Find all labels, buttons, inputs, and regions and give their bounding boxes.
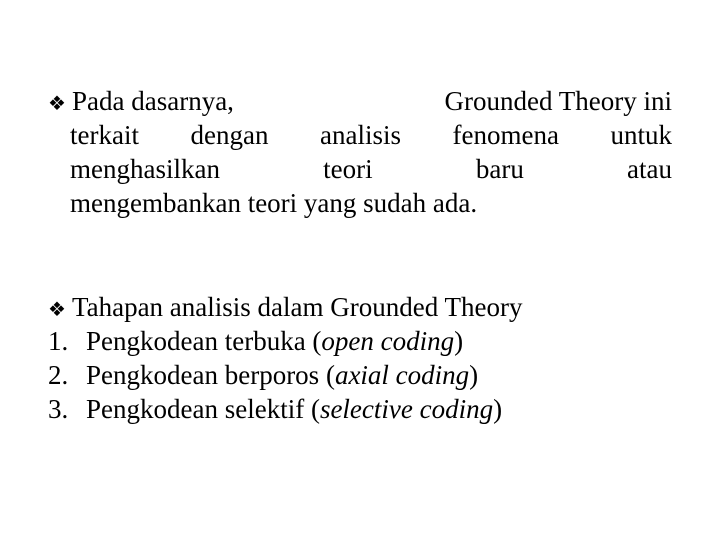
paragraph-grounded-theory xyxy=(48,84,672,220)
line-1-left: Pada dasarnya, xyxy=(72,86,234,116)
list-item-text: Pengkodean terbuka ( xyxy=(86,326,322,356)
list-item xyxy=(48,358,672,392)
list-item xyxy=(48,324,672,358)
steps-heading: Tahapan analisis dalam Grounded Theory xyxy=(72,292,523,322)
list-item-italic: open coding xyxy=(321,326,455,356)
line-1-right: Grounded Theory ini xyxy=(444,86,672,116)
analysis-steps xyxy=(48,290,672,426)
paragraph-first-line xyxy=(48,84,672,118)
list-item-italic: selective coding xyxy=(319,394,494,424)
list-item-text: Pengkodean selektif ( xyxy=(86,394,320,424)
paragraph-line-4: mengembankan teori yang sudah ada. xyxy=(70,188,478,218)
list-item-close: ) xyxy=(493,394,503,424)
list-number: 1. xyxy=(48,326,69,356)
diamond-bullet-icon: ❖ xyxy=(48,93,66,115)
list-item-close: ) xyxy=(469,360,479,390)
list-number: 3. xyxy=(48,394,69,424)
paragraph-line-3: menghasilkan teori baru atau xyxy=(70,154,672,184)
list-item-text: Pengkodean berporos ( xyxy=(86,360,335,390)
list-item-close: ) xyxy=(454,326,464,356)
diamond-bullet-icon: ❖ xyxy=(48,299,66,321)
list-item-italic: axial coding xyxy=(334,360,470,390)
list-number: 2. xyxy=(48,360,69,390)
list-item xyxy=(48,392,672,426)
paragraph-line-2: terkait dengan analisis fenomena untuk xyxy=(70,120,672,150)
steps-heading-line xyxy=(48,290,672,324)
